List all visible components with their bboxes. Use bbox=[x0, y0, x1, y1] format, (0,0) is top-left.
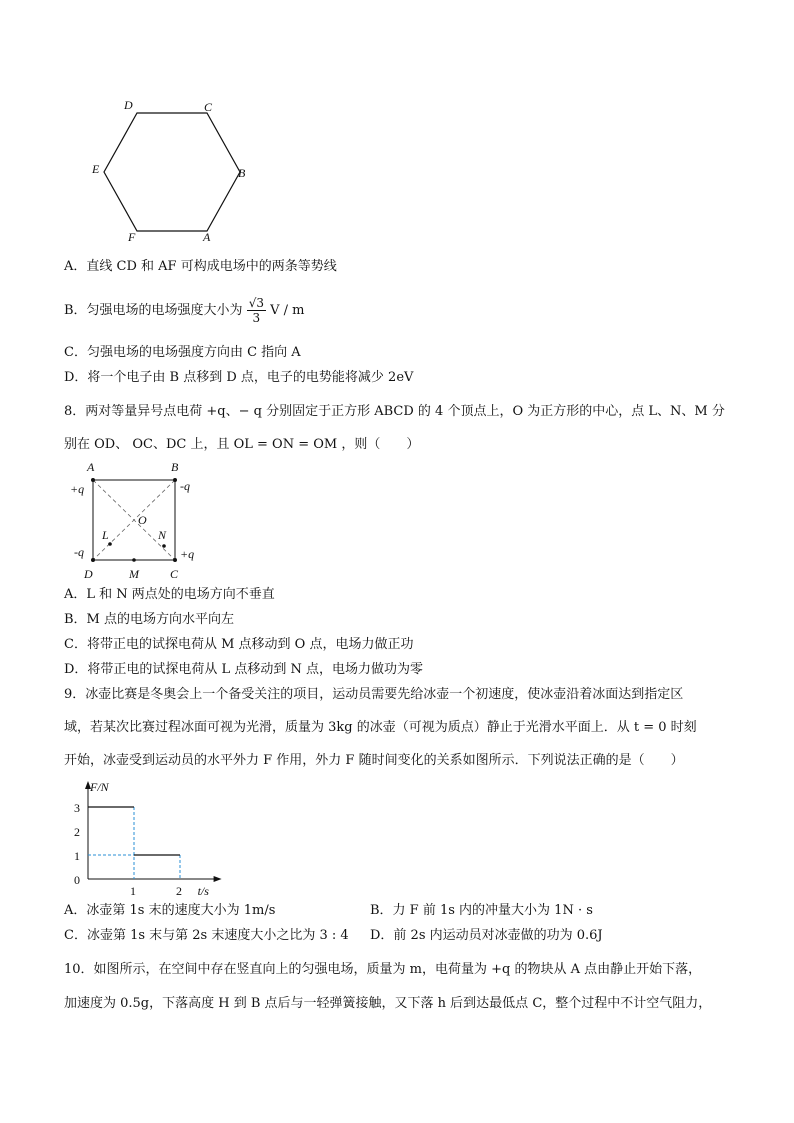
label-m: M bbox=[129, 567, 139, 581]
charge-point-d bbox=[91, 558, 95, 562]
y-tick-label-0: 0 bbox=[74, 873, 80, 887]
vertex-label-d: D bbox=[124, 98, 133, 112]
q7-option-d: D．将一个电子由 B 点移到 D 点，电子的电势能将减少 2eV bbox=[64, 370, 414, 385]
y-tick-label-1: 1 bbox=[74, 849, 80, 863]
charge-point-b bbox=[173, 478, 177, 482]
q8-option-b: B．M 点的电场方向水平向左 bbox=[64, 612, 234, 627]
charge-label-d: -q bbox=[74, 545, 84, 559]
q7-option-a: A．直线 CD 和 AF 可构成电场中的两条等势线 bbox=[64, 259, 337, 274]
charge-label-c: +q bbox=[180, 547, 195, 561]
q9-option-d: D．前 2s 内运动员对冰壶做的功为 0.6J bbox=[370, 928, 603, 943]
fraction-numerator: √3 bbox=[248, 296, 264, 310]
point-l bbox=[108, 542, 112, 546]
hexagon-figure bbox=[90, 95, 260, 245]
label-l: L bbox=[102, 528, 109, 542]
force-time-chart bbox=[68, 775, 238, 898]
vertex-label-e: E bbox=[92, 162, 100, 176]
label-a: A bbox=[87, 460, 95, 474]
label-o: O bbox=[138, 513, 147, 527]
q9-option-c: C．冰壶第 1s 末与第 2s 末速度大小之比为 3 : 4 bbox=[64, 928, 349, 943]
charge-label-a: +q bbox=[70, 482, 85, 496]
q10-line2: 加速度为 0.5g，下落高度 H 到 B 点后与一轻弹簧接触，又下落 h 后到达最低点 C，整个过程中不计空气阻力， bbox=[64, 996, 712, 1011]
label-b: B bbox=[171, 460, 179, 474]
fraction-denominator: 3 bbox=[252, 311, 261, 325]
q9-stem-line3: 开始，冰壶受到运动员的水平外力 F 作用，外力 F 随时间变化的关系如图所示．下列说法正确的是（ ） bbox=[64, 753, 684, 768]
label-c: C bbox=[170, 567, 179, 581]
x-axis-arrow bbox=[214, 876, 222, 882]
q7-option-b-fraction bbox=[247, 296, 266, 325]
charge-point-c bbox=[173, 558, 177, 562]
point-m bbox=[132, 558, 136, 562]
hexagon-shape bbox=[104, 113, 240, 231]
label-n: N bbox=[158, 528, 167, 542]
y-tick-label-2: 2 bbox=[74, 825, 80, 839]
charge-point-a bbox=[91, 478, 95, 482]
square-charge-figure bbox=[70, 458, 200, 588]
q8-stem-line2: 别在 OD、 OC、DC 上，且 OL = ON = OM ，则（ ） bbox=[64, 437, 420, 452]
vertex-label-c: C bbox=[204, 100, 213, 114]
q9-option-b: B．力 F 前 1s 内的冲量大小为 1N · s bbox=[370, 903, 593, 918]
q7-option-b-text: B．匀强电场的电场强度大小为 bbox=[64, 303, 243, 318]
q7-option-b-unit: V / m bbox=[270, 303, 305, 318]
vertex-label-f: F bbox=[128, 230, 136, 244]
vertex-label-a: A bbox=[203, 230, 211, 244]
y-tick-label-3: 3 bbox=[74, 801, 80, 815]
q8-option-a: A．L 和 N 两点处的电场方向不垂直 bbox=[64, 587, 275, 602]
q10-line1: 10．如图所示，在空间中存在竖直向上的匀强电场，质量为 m，电荷量为 +q 的物块从 A 点由静止开始下落， bbox=[64, 962, 702, 977]
q9-stem-line2: 域，若某次比赛过程冰面可视为光滑，质量为 3kg 的冰壶（可视为质点）静止于光滑水平面上．从 t = 0 时刻 bbox=[64, 720, 697, 735]
q8-option-d: D．将带正电的试探电荷从 L 点移动到 N 点，电场力做功为零 bbox=[64, 662, 423, 677]
y-axis-label: F/N bbox=[90, 780, 109, 794]
q9-stem-line1: 9．冰壶比赛是冬奥会上一个备受关注的项目，运动员需要先给冰壶一个初速度，使冰壶沿着冰面达到指定区 bbox=[64, 687, 684, 702]
label-d: D bbox=[84, 567, 93, 581]
point-n bbox=[162, 544, 166, 548]
q9-option-a: A．冰壶第 1s 末的速度大小为 1m/s bbox=[64, 903, 276, 918]
x-tick-label-2: 2 bbox=[176, 884, 182, 898]
q8-option-c: C．将带正电的试探电荷从 M 点移动到 O 点，电场力做正功 bbox=[64, 637, 414, 652]
q7-option-b bbox=[64, 296, 305, 326]
q8-stem-line1: 8．两对等量异号点电荷 +q、− q 分别固定于正方形 ABCD 的 4 个顶点上，O 为正方形的中心，点 L、N、M 分 bbox=[64, 404, 725, 419]
charge-label-b: -q bbox=[180, 479, 190, 493]
x-axis-label: t/s bbox=[197, 884, 209, 898]
x-tick-label-1: 1 bbox=[130, 884, 136, 898]
q7-option-c: C．匀强电场的电场强度方向由 C 指向 A bbox=[64, 345, 301, 360]
vertex-label-b: B bbox=[238, 166, 246, 180]
